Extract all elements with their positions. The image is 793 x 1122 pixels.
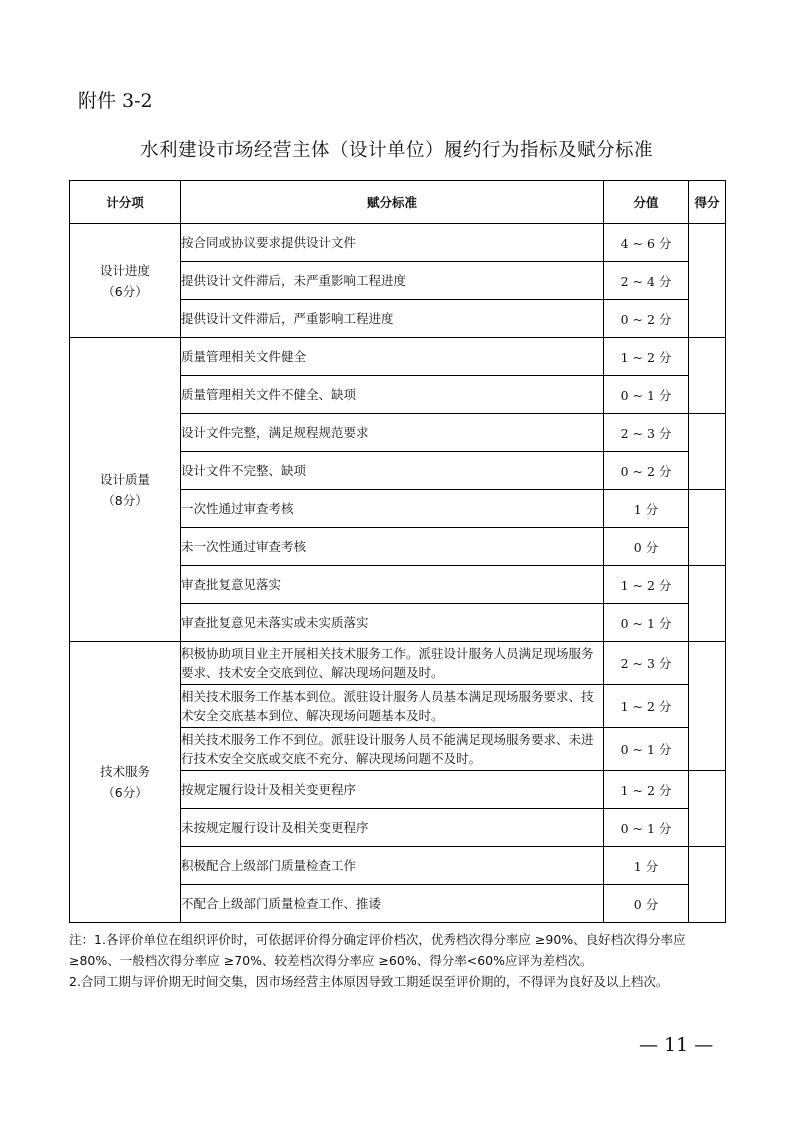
criteria-cell: 积极协助项目业主开展相关技术服务工作。派驻设计服务人员满足现场服务要求、技术安全交底到位、解决现场问题及时。 xyxy=(181,642,604,685)
category-points: （6分） xyxy=(102,785,148,800)
score-cell: 0 分 xyxy=(604,528,689,566)
score-cell: 4 ~ 6 分 xyxy=(604,224,689,262)
criteria-cell: 不配合上级部门质量检查工作、推诿 xyxy=(181,885,604,923)
score-cell: 0 ~ 1 分 xyxy=(604,809,689,847)
criteria-cell: 一次性通过审查考核 xyxy=(181,490,604,528)
criteria-cell: 设计文件完整，满足规程规范要求 xyxy=(181,414,604,452)
criteria-cell: 相关技术服务工作不到位。派驻设计服务人员不能满足现场服务要求、未进行技术安全交底或交底不充分、解决现场问题不及时。 xyxy=(181,728,604,771)
score-cell: 0 ~ 1 分 xyxy=(604,376,689,414)
scoring-criteria-table xyxy=(69,180,726,923)
score-cell: 0 ~ 1 分 xyxy=(604,604,689,642)
criteria-cell: 审查批复意见未落实或未实质落实 xyxy=(181,604,604,642)
earned-score-cell xyxy=(689,847,726,923)
attachment-label: 附件 3-2 xyxy=(78,90,153,112)
table-header-row xyxy=(70,181,726,224)
earned-score-cell xyxy=(689,566,726,642)
earned-score-cell xyxy=(689,771,726,847)
earned-score-cell xyxy=(689,642,726,771)
criteria-cell: 按规定履行设计及相关变更程序 xyxy=(181,771,604,809)
category-cell-quality xyxy=(70,338,181,642)
earned-score-cell xyxy=(689,414,726,490)
score-cell: 1 分 xyxy=(604,847,689,885)
score-cell: 2 ~ 4 分 xyxy=(604,262,689,300)
score-cell: 1 ~ 2 分 xyxy=(604,685,689,728)
earned-score-cell xyxy=(689,490,726,566)
document-title: 水利建设市场经营主体（设计单位）履约行为指标及赋分标准 xyxy=(139,140,653,161)
table-row xyxy=(70,338,726,376)
score-cell: 0 ~ 2 分 xyxy=(604,452,689,490)
header-earned: 得分 xyxy=(689,181,726,224)
criteria-cell: 未按规定履行设计及相关变更程序 xyxy=(181,809,604,847)
criteria-cell: 未一次性通过审查考核 xyxy=(181,528,604,566)
earned-score-cell xyxy=(689,338,726,414)
score-cell: 2 ~ 3 分 xyxy=(604,642,689,685)
header-criteria: 赋分标准 xyxy=(181,181,604,224)
criteria-cell: 设计文件不完整、缺项 xyxy=(181,452,604,490)
score-cell: 1 ~ 2 分 xyxy=(604,566,689,604)
earned-score-cell xyxy=(689,224,726,338)
footnotes xyxy=(69,929,729,992)
criteria-cell: 积极配合上级部门质量检查工作 xyxy=(181,847,604,885)
category-cell-progress xyxy=(70,224,181,338)
score-cell: 0 分 xyxy=(604,885,689,923)
category-name: 技术服务 xyxy=(99,764,150,779)
criteria-cell: 审查批复意见落实 xyxy=(181,566,604,604)
table-row xyxy=(70,224,726,262)
page-number: — 11 — xyxy=(639,1034,714,1056)
criteria-cell: 提供设计文件滞后，严重影响工程进度 xyxy=(181,300,604,338)
footnote-2: 2.合同工期与评价期无时间交集，因市场经营主体原因导致工期延误至评价期的，不得评为良好及以上档次。 xyxy=(69,974,669,989)
score-cell: 0 ~ 1 分 xyxy=(604,728,689,771)
criteria-cell: 质量管理相关文件健全 xyxy=(181,338,604,376)
criteria-cell: 相关技术服务工作基本到位。派驻设计服务人员基本满足现场服务要求、技术安全交底基本到位、解决现场问题基本及时。 xyxy=(181,685,604,728)
score-cell: 2 ~ 3 分 xyxy=(604,414,689,452)
score-cell: 1 分 xyxy=(604,490,689,528)
category-points: （8分） xyxy=(102,492,148,508)
criteria-cell: 按合同或协议要求提供设计文件 xyxy=(181,224,604,262)
header-score: 分值 xyxy=(604,181,689,224)
footnote-1: 注：1.各评价单位在组织评价时，可依据评价得分确定评价档次，优秀档次得分率应 ≥90%、良好档次得分率应 ≥80%、一般档次得分率应 ≥70%、较差档次得分率应 ≥60%、得分率<60%应评为差档次。 xyxy=(69,932,686,968)
score-cell: 1 ~ 2 分 xyxy=(604,771,689,809)
category-cell-service xyxy=(70,642,181,923)
criteria-cell: 提供设计文件滞后，未严重影响工程进度 xyxy=(181,262,604,300)
category-name: 设计质量 xyxy=(99,471,150,487)
table-row xyxy=(70,642,726,685)
score-cell: 0 ~ 2 分 xyxy=(604,300,689,338)
header-item: 计分项 xyxy=(70,181,181,224)
category-name: 设计进度 xyxy=(99,262,150,278)
category-points: （6分） xyxy=(102,283,148,299)
score-cell: 1 ~ 2 分 xyxy=(604,338,689,376)
criteria-cell: 质量管理相关文件不健全、缺项 xyxy=(181,376,604,414)
